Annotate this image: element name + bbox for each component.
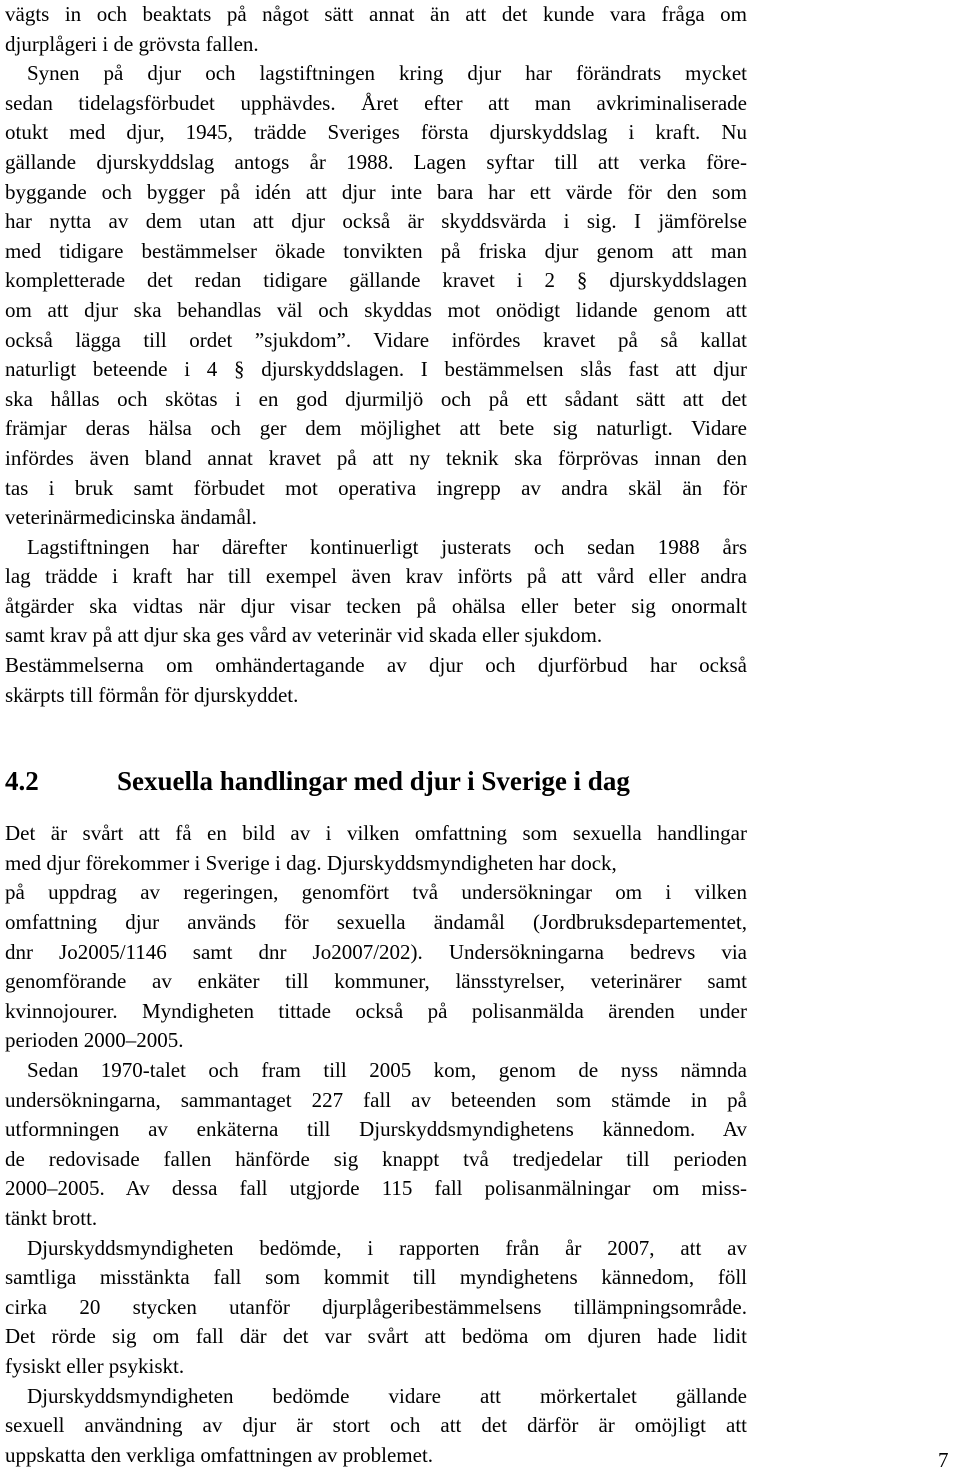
text-line: Djurskyddsmyndigheten bedömde, i rapporten från år 2007, att av [27,1235,747,1260]
text-line: ska hållas och skötas i en god djurmiljö och på ett sådant sätt att det [5,386,747,411]
text-line: samtliga misstänkta fall som kommit till myndighetens kännedom, föll [5,1265,747,1290]
text-line: samt krav på att djur ska ges vård av veterinär vid skada eller sjukdom. [5,623,603,648]
text-line: Det är svårt att få en bild av i vilken omfattning som sexuella handlingar [5,821,747,846]
text-line: med djur förekommer i Sverige i dag. Djurskyddsmyndigheten har dock, [5,850,617,875]
text-line: tänkt brott. [5,1205,98,1230]
text-line: främjar deras hälsa och ger dem möjlighet att bete sig naturligt. Vidare [5,416,747,441]
paragraph-4 [5,819,747,1056]
text-line: 2000–2005. Av dessa fall utgjorde 115 fall polisanmälningar om miss- [5,1176,747,1201]
text-line: Det rörde sig om fall där det var svårt att bedöma om djuren hade lidit [5,1324,747,1349]
paragraph-2 [5,59,747,533]
text-line: gällande djurskyddslag antogs år 1988. Lagen syftar till att verka före- [5,149,747,174]
paragraph-5 [5,1056,747,1234]
text-line: Sedan 1970-talet och fram till 2005 kom, genom de nyss nämnda [27,1058,747,1082]
heading-spacer [5,799,747,819]
text-line: infördes även bland annat kravet på att ny teknik ska förprövas innan den [5,445,747,470]
text-line: undersökningarna, sammantaget 227 fall av beteenden som stämde in på [5,1087,747,1112]
text-line: kompletterade det redan tidigare gällande kravet i 2 § djurskyddslagen [5,268,747,293]
text-line: åtgärder ska vidtas när djur visar tecken på ohälsa eller beter sig onormalt [5,593,747,618]
text-line: omfattning djur används för sexuella ändamål (Jordbruksdepartementet, [5,910,747,935]
text-line: genomförande av enkäter till kommuner, länsstyrelser, veterinärer samt [5,969,747,994]
text-line: de redovisade fallen hänförde sig knappt två tredjedelar till perioden [5,1146,747,1171]
text-line: skärpts till förmån för djurskyddet. [5,682,299,707]
text-line: veterinärmedicinska ändamål. [5,505,257,530]
text-line: Djurskyddsmyndigheten bedömde vidare att mörkertalet gällande [27,1383,747,1408]
section-title: Sexuella handlingar med djur i Sverige i dag [117,766,630,797]
text-line: Bestämmelserna om omhändertagande av djur och djurförbud har också [5,653,747,678]
text-line: byggande och bygger på idén att djur inte bara har ett värde för den som [5,179,747,204]
text-line: också lägga till ordet ”sjukdom”. Vidare infördes kravet på så kallat [5,327,747,352]
text-line: tas i bruk samt förbudet mot operativa ingrepp av andra skäl än för [5,475,747,500]
text-line: har nytta av dem utan att djur också är skyddsvärda i sig. I jämförelse [5,209,747,234]
text-line: cirka 20 stycken utanför djurplågeribestämmelsens tillämpningsområde. [5,1294,747,1319]
text-line: perioden 2000–2005. [5,1028,184,1053]
text-line: på uppdrag av regeringen, genomfört två undersökningar om i vilken [5,880,747,905]
text-line: Synen på djur och lagstiftningen kring djur har förändrats mycket [27,61,747,86]
paragraph-1 [5,0,747,59]
text-line: vägts in och beaktats på något sätt annat än att det kunde vara fråga om [5,2,747,26]
text-line: djurplågeri i de grövsta fallen. [5,31,259,56]
text-line: uppskatta den verkliga omfattningen av problemet. [5,1442,434,1467]
page-number: 7 [938,1448,949,1472]
paragraph-6 [5,1234,747,1382]
text-line: fysiskt eller psykiskt. [5,1353,185,1378]
text-line: lag trädde i kraft har till exempel även krav införts på att vård eller andra [5,564,747,589]
text-line: med tidigare bestämmelser ökade tonvikten på friska djur genom att man [5,238,747,263]
text-line: utformningen av enkäterna till Djurskyddsmyndighetens kännedom. Av [5,1117,747,1142]
section-number: 4.2 [5,766,39,797]
section-spacer [5,710,747,763]
paragraph-3 [5,533,747,711]
section-heading [5,763,747,799]
document-page [5,0,747,1470]
text-line: om att djur ska behandlas väl och skyddas mot onödigt lidande genom att [5,297,747,322]
text-line: otukt med djur, 1945, trädde Sveriges första djurskyddslag i kraft. Nu [5,120,747,145]
text-line: Lagstiftningen har därefter kontinuerligt justerats och sedan 1988 års [27,534,747,559]
text-line: naturligt beteende i 4 § djurskyddslagen. I bestämmelsen slås fast att djur [5,357,747,382]
text-line: kvinnojourer. Myndigheten tittade också på polisanmälda ärenden under [5,998,747,1023]
text-line: sedan tidelagsförbudet upphävdes. Året efter att man avkriminaliserade [5,90,747,115]
paragraph-7 [5,1382,747,1471]
text-line: sexuell användning av djur är stort och att det därför är omöjligt att [5,1413,747,1438]
text-line: dnr Jo2005/1146 samt dnr Jo2007/202). Undersökningarna bedrevs via [5,939,747,964]
